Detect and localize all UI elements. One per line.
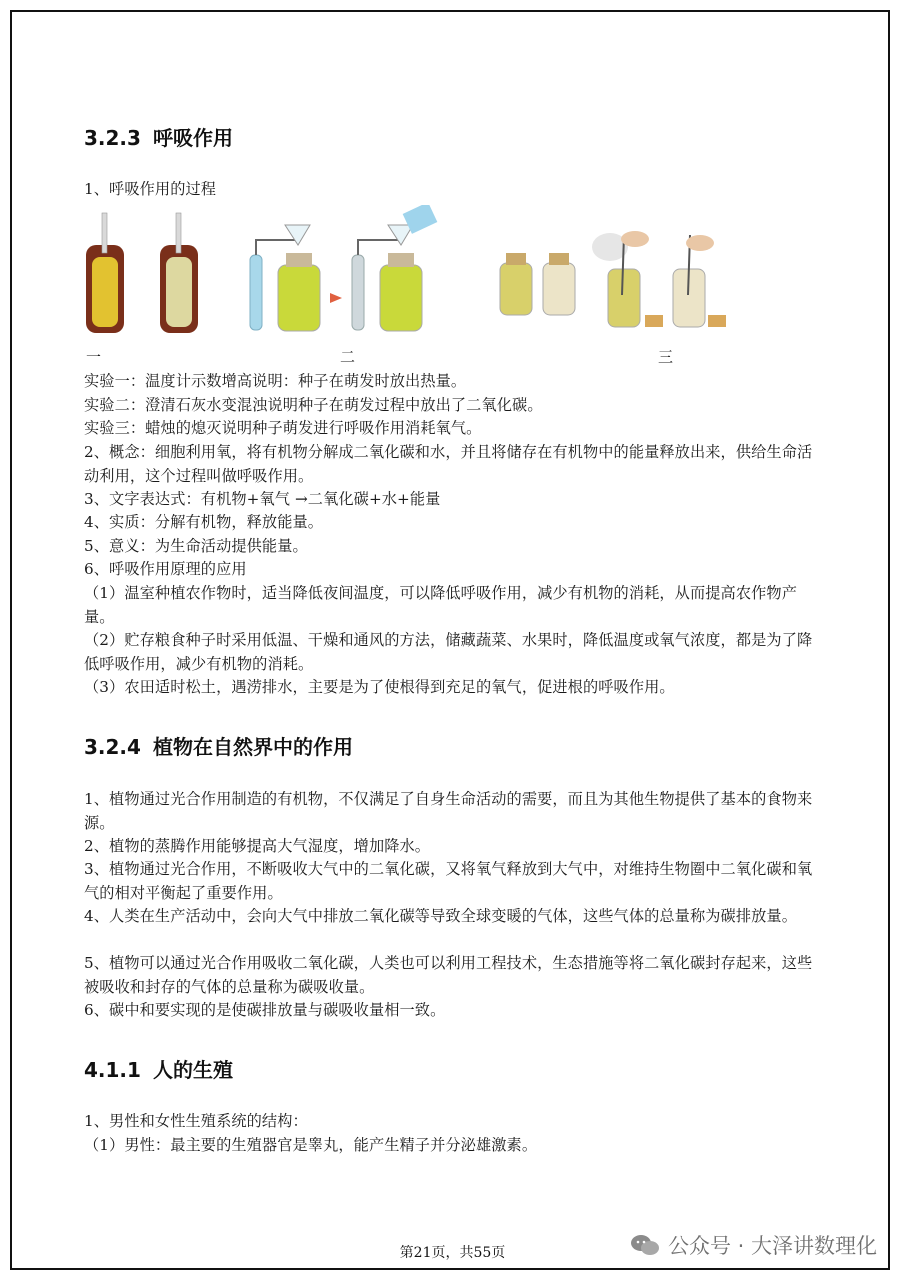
paragraph: （1）男性：最主要的生殖器官是睾丸，能产生精子并分泌雄激素。	[84, 1136, 538, 1154]
section-heading-3-2-4	[84, 731, 353, 760]
paragraph: （1）温室种植农作物时，适当降低夜间温度，可以降低呼吸作用，减少有机物的消耗，从而提高农作物产量。	[84, 584, 797, 626]
wechat-icon	[630, 1234, 660, 1256]
paragraph: 实验二：澄清石灰水变混浊说明种子在萌发过程中放出了二氧化碳。	[84, 396, 543, 414]
paragraph: 实验三：蜡烛的熄灭说明种子萌发进行呼吸作用消耗氧气。	[84, 419, 482, 437]
paragraph: 1、男性和女性生殖系统的结构：	[84, 1112, 308, 1130]
section-number: 3.2.3	[84, 126, 141, 150]
paragraph: 6、碳中和要实现的是使碳排放量与碳吸收量相一致。	[84, 1001, 446, 1019]
paragraph: 4、人类在生产活动中，会向大气中排放二氧化碳等导致全球变暖的气体，这些气体的总量称为碳排放量。	[84, 907, 797, 925]
paragraph: 1、呼吸作用的过程	[84, 180, 217, 198]
lime-water-illustration	[250, 205, 437, 331]
watermark-text: 公众号 · 大泽讲数理化	[667, 1234, 877, 1258]
page-number: 第21页，共55页	[399, 1245, 506, 1261]
experiment-figure	[80, 205, 740, 340]
paragraph: （2）贮存粮食种子时采用低温、干燥和通风的方法，储藏蔬菜、水果时，降低温度或氧气浓度，都是为了降低呼吸作用，减少有机物的消耗。	[84, 631, 813, 673]
paragraph: 3、文字表达式：有机物+氧气 →二氧化碳+水+能量	[84, 490, 441, 508]
paragraph: 1、植物通过光合作用制造的有机物，不仅满足了自身生命活动的需要，而且为其他生物提供了基本的食物来源。	[84, 790, 813, 832]
watermark	[630, 1230, 877, 1260]
paragraph: 2、植物的蒸腾作用能够提高大气湿度，增加降水。	[84, 837, 431, 855]
paragraph: 6、呼吸作用原理的应用	[84, 560, 247, 578]
thermos-flask-illustration	[86, 213, 198, 333]
section-heading-4-1-1	[84, 1054, 233, 1083]
section-number: 3.2.4	[84, 735, 141, 759]
paragraph: 3、植物通过光合作用，不断吸收大气中的二氧化碳，又将氧气释放到大气中，对维持生物圈中二氧化碳和氧气的相对平衡起了重要作用。	[84, 860, 813, 902]
figure-label-1: 一	[86, 348, 102, 366]
paragraph: 实验一：温度计示数增高说明：种子在萌发时放出热量。	[84, 372, 467, 390]
section-heading-3-2-3	[84, 122, 233, 151]
paragraph: 5、意义：为生命活动提供能量。	[84, 537, 308, 555]
paragraph: 2、概念：细胞利用氧，将有机物分解成二氧化碳和水，并且将储存在有机物中的能量释放出来，供给生命活动利用，这个过程叫做呼吸作用。	[84, 443, 813, 485]
section-number: 4.1.1	[84, 1058, 141, 1082]
figure-label-3: 三	[658, 348, 674, 366]
paragraph: （3）农田适时松土，遇涝排水，主要是为了使根得到充足的氧气，促进根的呼吸作用。	[84, 678, 675, 696]
section-title: 植物在自然界中的作用	[152, 735, 353, 759]
paragraph: 4、实质：分解有机物，释放能量。	[84, 513, 324, 531]
section-title: 人的生殖	[152, 1058, 233, 1082]
section-title: 呼吸作用	[152, 126, 233, 150]
paragraph: 5、植物可以通过光合作用吸收二氧化碳，人类也可以利用工程技术，生态措施等将二氧化碳封存起来，这些被吸收和封存的气体的总量称为碳吸收量。	[84, 954, 813, 996]
candle-jar-illustration	[500, 231, 726, 327]
figure-label-2: 二	[340, 348, 356, 366]
